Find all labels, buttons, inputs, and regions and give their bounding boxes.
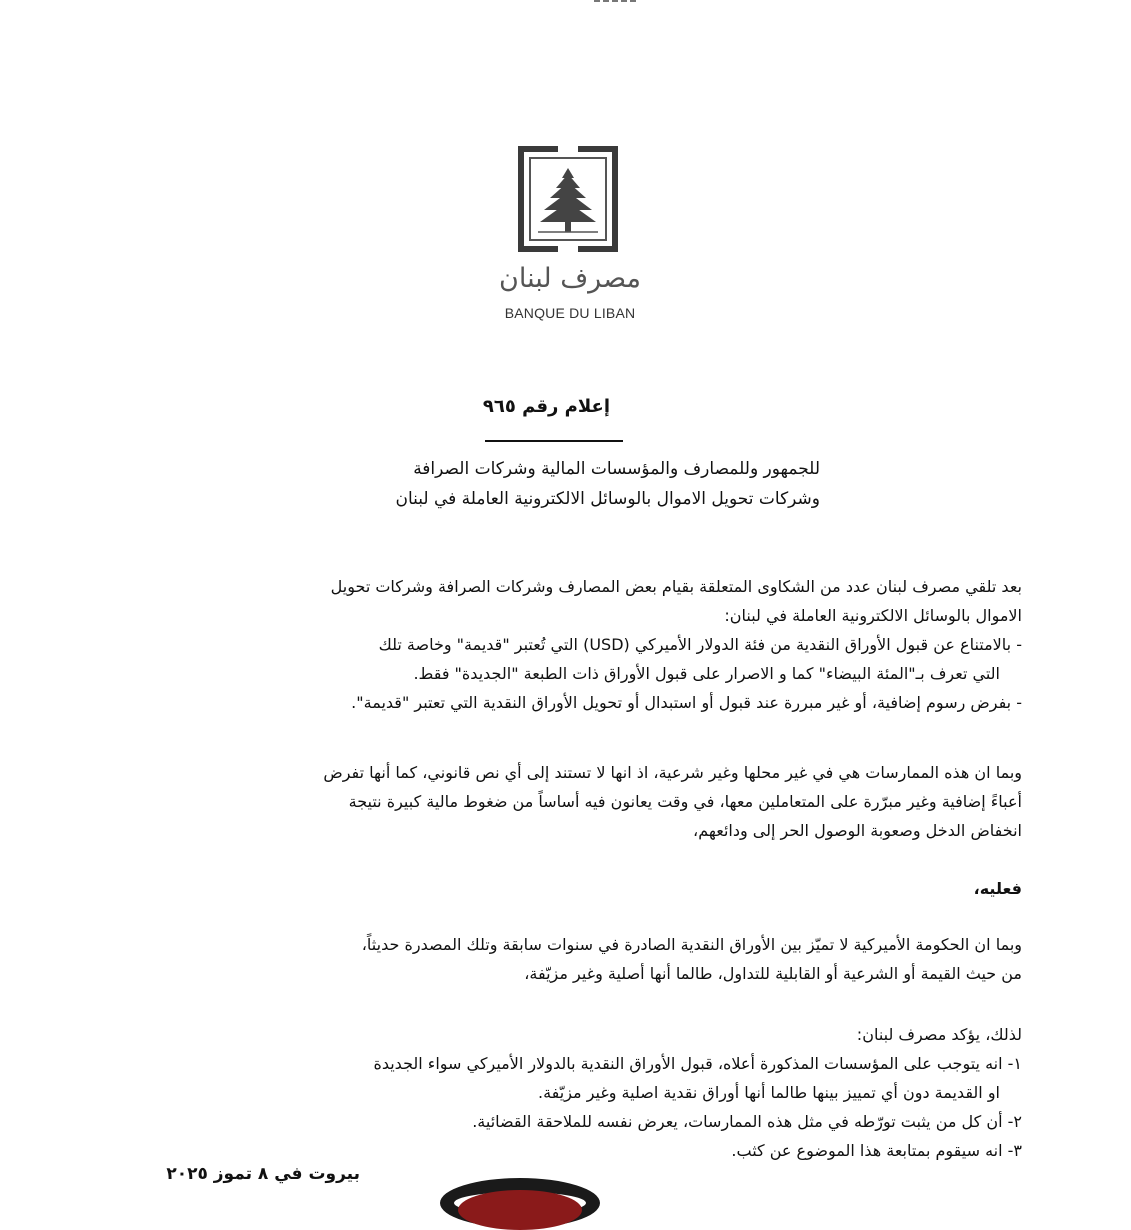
intro-line: الاموال بالوسائل الالكترونية العاملة في لبنان:: [724, 606, 1022, 625]
numbered-item: ٢- أن كل من يثبت تورّطه في مثل هذه الممارسات، يعرض نفسه للملاحقة القضائية.: [472, 1112, 1022, 1131]
therefore-heading: فعليه،: [973, 879, 1022, 898]
us-government-paragraph: [100, 930, 1022, 988]
paragraph-line: وبما ان هذه الممارسات هي في غير محلها وغير شرعية، اذ انها لا تستند إلى أي نص قانوني، كما أنها تفرض: [323, 763, 1022, 782]
bullet-item: - بفرض رسوم إضافية، أو غير مبررة عند قبول أو استبدال أو تحويل الأوراق النقدية التي تعتبر "قديمة".: [351, 693, 1022, 712]
confirmation-intro: لذلك، يؤكد مصرف لبنان:: [856, 1025, 1022, 1044]
addressee-line: وشركات تحويل الاموال بالوسائل الالكترونية العاملة في لبنان: [395, 489, 820, 509]
bullet-item-continued: التي تعرف بـ"المئة البيضاء" كما و الاصرار على قبول الأوراق ذات الطبعة "الجديدة" فقط.: [413, 664, 1000, 683]
official-stamp-fill: [458, 1190, 582, 1230]
paragraph-line: انخفاض الدخل وصعوبة الوصول الحر إلى ودائعهم،: [693, 821, 1022, 840]
numbered-item-continued: او القديمة دون أي تمييز بينها طالما أنها أوراق نقدية اصلية وغير مزيّفة.: [538, 1083, 1000, 1102]
top-edge-mark: [594, 0, 636, 4]
bullet-item: - بالامتناع عن قبول الأوراق النقدية من فئة الدولار الأميركي (USD) التي تُعتبر "قديمة" وخاصة تلك: [378, 635, 1022, 654]
date-location-line: بيروت في ٨ تموز ٢٠٢٥: [166, 1164, 360, 1184]
intro-line: بعد تلقي مصرف لبنان عدد من الشكاوى المتعلقة بقيام بعض المصارف وشركات الصرافة وشركات تحويل: [330, 577, 1022, 596]
paragraph-line: أعباءً إضافية وغير مبرّرة على المتعاملين معها، في وقت يعانون فيه أساساً من ضغوط مالية كبيرة نتيجة: [348, 792, 1022, 811]
numbered-item: ١- انه يتوجب على المؤسسات المذكورة أعلاه، قبول الأوراق النقدية بالدولار الأميركي سواء الجديدة: [373, 1054, 1022, 1073]
intro-paragraph: [100, 572, 1022, 717]
addressee-block: [300, 454, 820, 514]
notice-title: إعلام رقم ٩٦٥: [482, 396, 610, 417]
bank-name-french: BANQUE DU LIBAN: [504, 305, 636, 321]
paragraph-line: من حيث القيمة أو الشرعية أو القابلية للتداول، طالما أنها أصلية وغير مزيّفة،: [524, 964, 1022, 983]
bank-name-arabic: مصرف لبنان: [499, 263, 641, 294]
cedar-tree-emblem-icon: [518, 146, 618, 252]
confirmation-list: [100, 1020, 1022, 1165]
numbered-item: ٣- انه سيقوم بمتابعة هذا الموضوع عن كثب.: [731, 1141, 1022, 1160]
reasoning-paragraph: [100, 758, 1022, 845]
title-underline: [485, 440, 623, 442]
paragraph-line: وبما ان الحكومة الأميركية لا تميّز بين الأوراق النقدية الصادرة في سنوات سابقة وتلك المصدرة حديثاً،: [361, 935, 1022, 954]
addressee-line: للجمهور وللمصارف والمؤسسات المالية وشركات الصرافة: [413, 459, 820, 479]
